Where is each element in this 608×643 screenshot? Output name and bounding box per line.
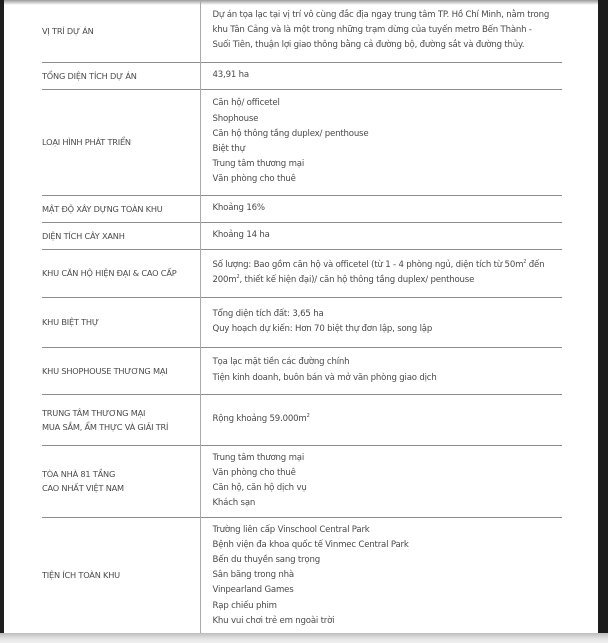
spec-row <box>42 0 562 62</box>
spec-value <box>200 89 562 195</box>
spec-label <box>42 517 200 633</box>
project-spec-table <box>42 0 562 633</box>
spec-value-line: Căn hộ thông tầng duplex/ penthouse <box>212 128 369 139</box>
spec-value-line: Trung tâm thương mại <box>212 159 305 170</box>
right-frame-edge <box>598 0 608 633</box>
spec-label <box>42 394 200 445</box>
spec-label-line: TÒA NHÀ 81 TẦNG <box>42 469 116 479</box>
spec-value-line: Căn hộ, căn hộ dịch vụ <box>212 483 307 493</box>
spec-value-line: Bến du thuyền sang trọng <box>212 554 320 565</box>
spec-row <box>42 517 562 633</box>
spec-value-line: Bệnh viện đa khoa quốc tế Vinmec Central Park <box>212 539 409 550</box>
spec-label <box>42 222 200 249</box>
spec-row <box>42 445 562 517</box>
spec-label-line: CAO NHẤT VIỆT NAM <box>42 483 124 493</box>
spec-row <box>42 347 562 394</box>
spec-value-line: Trường liên cấp Vinschool Central Park <box>212 524 370 535</box>
spec-label-line: MUA SẮM, ẨM THỰC VÀ GIẢI TRÍ <box>42 421 169 432</box>
spec-value <box>200 517 562 633</box>
spec-label-line: MẬT ĐỘ XÂY DỰNG TOÀN KHU <box>42 203 163 214</box>
spec-value-line: Tiện kinh doanh, buôn bán và mở văn phòng giao dịch <box>212 372 437 383</box>
text-fragment: , thiết kế hiện đại)/ căn hộ thông tầng duplex/ penthouse <box>239 275 475 285</box>
superscript: 2 <box>523 258 527 265</box>
spec-label <box>42 89 200 195</box>
spec-value-line: Dự án tọa lạc tại vị trí vô cùng đắc địa ngay trung tâm TP. Hồ Chí Minh, nằm trong <box>212 9 550 20</box>
superscript: 2 <box>306 413 310 420</box>
spec-label-line: LOẠI HÌNH PHÁT TRIỂN <box>42 137 131 147</box>
spec-label-line: TRUNG TÂM THƯƠNG MẠI <box>42 407 146 418</box>
spec-value-line: Sân băng trong nhà <box>212 570 294 581</box>
spec-value-line: Văn phòng cho thuê <box>212 467 296 478</box>
text-fragment: 200m <box>212 275 237 285</box>
spec-value-line: Rạp chiếu phim <box>212 600 277 611</box>
spec-label <box>42 347 200 394</box>
spec-value-line: Shophouse <box>212 113 259 124</box>
spec-row <box>42 297 562 347</box>
spec-value <box>200 249 562 297</box>
spec-row <box>42 222 562 249</box>
spec-label <box>42 62 200 89</box>
spec-row <box>42 89 562 195</box>
spec-label-line: VỊ TRÍ DỰ ÁN <box>42 25 94 36</box>
spec-value-line: Căn hộ/ officetel <box>212 98 280 109</box>
spec-value-line: Khoảng 16% <box>212 202 265 213</box>
spec-value <box>200 0 562 62</box>
spec-value-line: Khách sạn <box>212 498 256 509</box>
spec-value-line <box>213 273 563 288</box>
spec-value <box>200 297 562 347</box>
spec-label <box>42 195 200 222</box>
text-fragment: Số lượng: Bao gồm căn hộ và officetel (từ 1 - 4 phòng ngủ, diện tích từ 50m <box>212 259 524 270</box>
spec-value <box>200 62 562 89</box>
spec-row <box>42 394 562 445</box>
spec-value <box>200 222 562 249</box>
spec-value-line: Tổng diện tích đất: 3,65 ha <box>212 308 324 319</box>
text-fragment: Rộng khoảng 59.000m <box>212 413 307 424</box>
spec-value-line: Vinpearland Games <box>212 585 294 596</box>
spec-label-line: TIỆN ÍCH TOÀN KHU <box>42 570 120 581</box>
superscript: 2 <box>236 274 240 281</box>
spec-label <box>42 249 200 297</box>
spec-row <box>42 62 562 89</box>
spec-value-line <box>213 258 563 273</box>
spec-label-line: KHU SHOPHOUSE THƯƠNG MẠI <box>42 365 168 376</box>
spec-value-line: Suối Tiên, thuận lợi giao thông bằng cả đường bộ, đường sắt và đường thủy. <box>212 40 525 51</box>
spec-value <box>200 445 562 517</box>
spec-value-line: khu Tân Cảng và là một trong những trạm dừng của tuyến metro Bến Thành - <box>212 25 532 36</box>
text-fragment: đến <box>526 259 545 270</box>
spec-value-line: 43,91 ha <box>212 69 249 80</box>
spec-value-line: Khu vui chơi trẻ em ngoài trời <box>212 615 335 626</box>
spec-value <box>200 394 562 445</box>
spec-label <box>42 0 200 62</box>
spec-value-line <box>213 412 563 427</box>
spec-label-line: DIỆN TÍCH CÂY XANH <box>42 230 125 241</box>
spec-value-line: Văn phòng cho thuê <box>212 174 296 185</box>
spec-value <box>200 195 562 222</box>
spec-value <box>200 347 562 394</box>
spec-value-line: Quy hoạch dự kiến: Hơn 70 biệt thự đơn lập, song lập <box>212 324 433 334</box>
spec-value-line: Biệt thự <box>212 144 245 154</box>
bottom-scroll-edge <box>0 633 608 643</box>
spec-row <box>42 249 562 297</box>
spec-label-line: KHU CĂN HỘ HIỆN ĐẠI & CAO CẤP <box>42 268 177 278</box>
spec-label <box>42 297 200 347</box>
spec-label-line: KHU BIỆT THỰ <box>42 317 99 327</box>
spec-label-line: TỔNG DIỆN TÍCH DỰ ÁN <box>42 70 137 81</box>
spec-value-line: Tọa lạc mặt tiền các đường chính <box>212 357 350 368</box>
spec-row <box>42 195 562 222</box>
spec-value-line: Trung tâm thương mại <box>212 452 305 463</box>
spec-label <box>42 445 200 517</box>
spec-value-line: Khoảng 14 ha <box>212 229 270 240</box>
